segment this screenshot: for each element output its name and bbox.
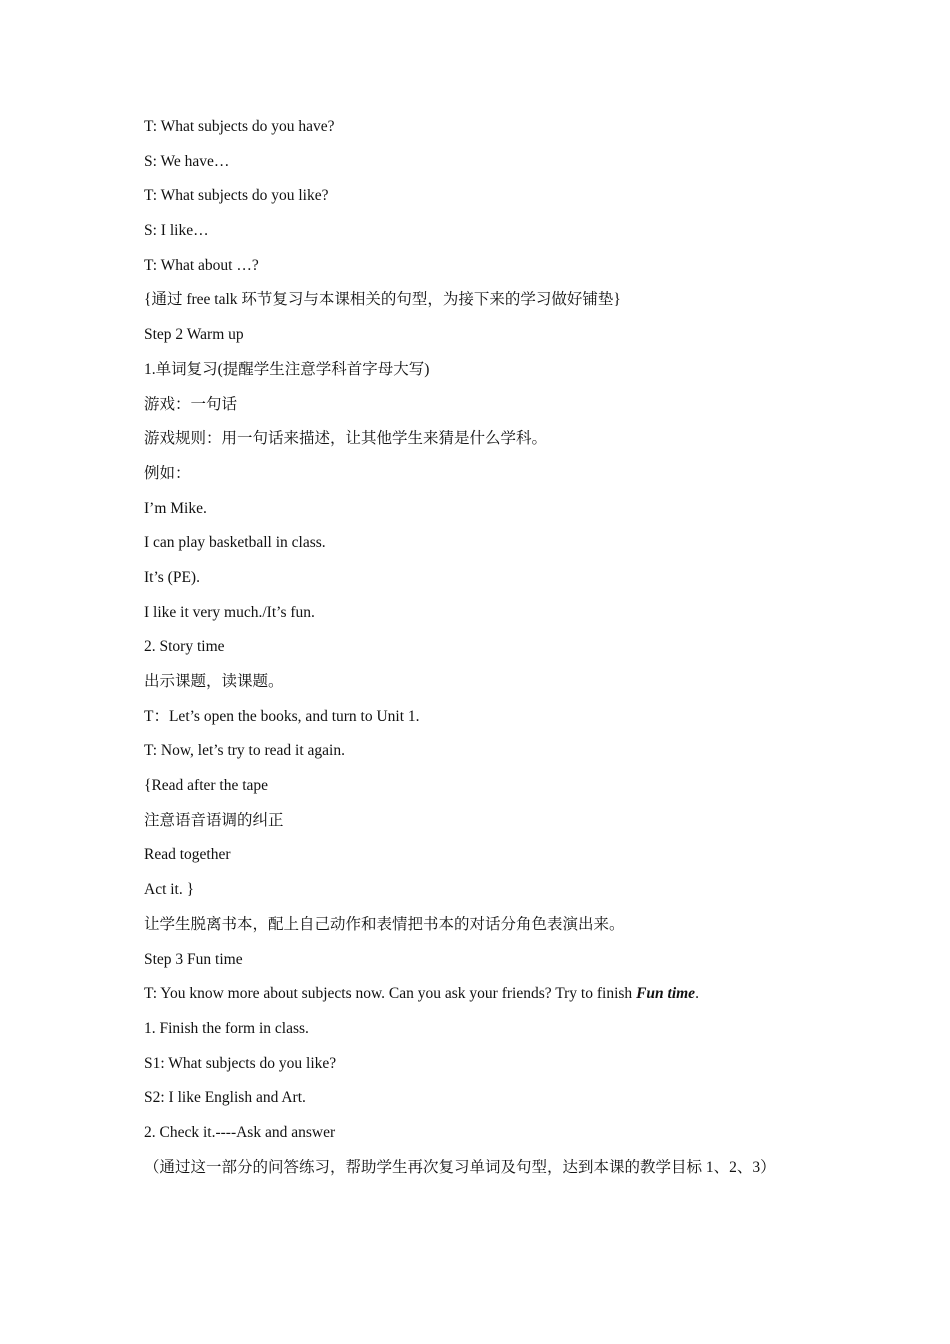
text-line: 出示课题，读课题。 (144, 673, 284, 690)
step-heading: Step 3 Fun time (144, 950, 243, 968)
text-line: S: I like… (144, 222, 209, 240)
text-line: 2. Check it.----Ask and answer (144, 1123, 336, 1141)
text-line: 例如： (144, 464, 191, 482)
text-line: Read together (144, 846, 231, 864)
fun-time-line (144, 984, 824, 1004)
text-line: S1: What subjects do you like? (144, 1054, 337, 1072)
text-line: 1. Finish the form in class. (144, 1019, 309, 1037)
text-line: 游戏规则：用一句话来描述，让其他学生来猜是什么学科。 (144, 430, 548, 448)
text-line: {Read after the tape (144, 777, 269, 795)
step-heading: Step 2 Warm up (144, 326, 244, 344)
text-line: I’m Mike. (144, 499, 207, 517)
text-line: 游戏：一句话 (144, 395, 238, 413)
text-line: T: What subjects do you have? (144, 118, 335, 135)
text-line: T: Now, let’s try to read it again. (144, 742, 345, 760)
text-line: Act it. } (144, 881, 195, 899)
document-body (144, 117, 824, 1200)
fun-time-line-end: . (695, 985, 699, 1003)
text-line: 注意语音语调的纠正 (144, 811, 284, 829)
text-line: 2. Story time (144, 638, 225, 656)
text-line: T: What about …? (144, 256, 259, 274)
text-line: 1.单词复习(提醒学生注意学科首字母大写) (144, 360, 430, 378)
text-line: 让学生脱离书本，配上自己动作和表情把书本的对话分角色表演出来。 (144, 915, 625, 933)
fun-time-emphasis: Fun time (636, 985, 696, 1003)
text-line: I like it very much./It’s fun. (144, 603, 315, 621)
text-line: {通过 free talk 环节复习与本课相关的句型，为接下来的学习做好铺垫} (144, 291, 621, 309)
text-line: It’s (PE). (144, 568, 200, 586)
text-line: S: We have… (144, 152, 230, 170)
text-line: I can play basketball in class. (144, 534, 326, 552)
text-line: T：Let’s open the books, and turn to Unit 1. (144, 707, 420, 725)
fun-time-line-text: T: You know more about subjects now. Can you ask your friends? Try to finish (144, 985, 637, 1003)
text-line: T: What subjects do you like? (144, 187, 329, 205)
text-line: S2: I like English and Art. (144, 1089, 306, 1107)
closing-paragraph: （通过这一部分的问答练习，帮助学生再次复习单词及句型，达到本课的教学目标 1、2、3） (144, 1158, 776, 1176)
